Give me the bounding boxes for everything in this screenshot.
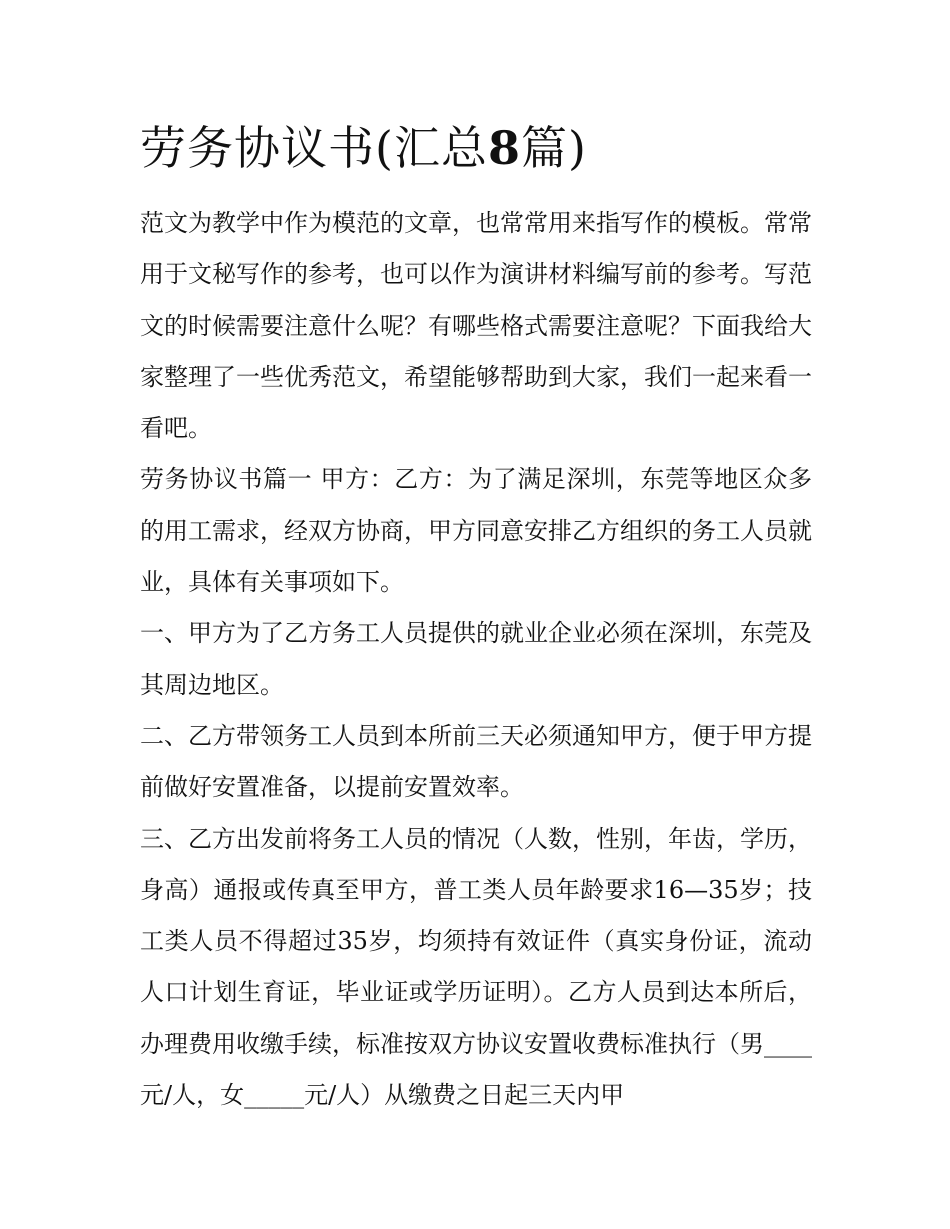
title-suffix: 篇)	[520, 121, 587, 175]
clause-one-paragraph: 一、甲方为了乙方务工人员提供的就业企业必须在深圳，东莞及其周边地区。	[140, 619, 812, 699]
clause-two-paragraph: 二、乙方带领务工人员到本所前三天必须通知甲方，便于甲方提前做好安置准备，以提前安置效率。	[140, 721, 812, 802]
intro-paragraph: 范文为教学中作为模范的文章，也常常用来指写作的模板。常常用于文秘写作的参考，也可以作为演讲材料编写前的参考。写范文的时候需要注意什么呢？有哪些格式需要注意呢？下面我给大家整理了一些优秀范文，希望能够帮助到大家，我们一起来看一看吧。	[140, 209, 812, 443]
document-body	[140, 198, 812, 1121]
document-title	[140, 118, 587, 178]
title-prefix: 劳务协议书(汇总	[140, 121, 488, 175]
title-number: 8	[487, 121, 521, 175]
agreement-opening-paragraph: 劳务协议书篇一 甲方：乙方：为了满足深圳，东莞等地区众多的用工需求，经双方协商，甲方同意安排乙方组织的务工人员就业，具体有关事项如下。	[140, 465, 812, 597]
clause-three-paragraph: 三、乙方出发前将务工人员的情况（人数，性别，年齿，学历，身高）通报或传真至甲方，普工类人员年龄要求16—35岁；技工类人员不得超过35岁，均须持有效证件（真实身份证，流动人口计划生育证，毕业证或学历证明）。乙方人员到达本所后，办理费用收缴手续，标准按双方协议安置收费标准执行（男____元/人，女_____元/人）从缴费之日起三天内甲	[140, 824, 812, 1110]
